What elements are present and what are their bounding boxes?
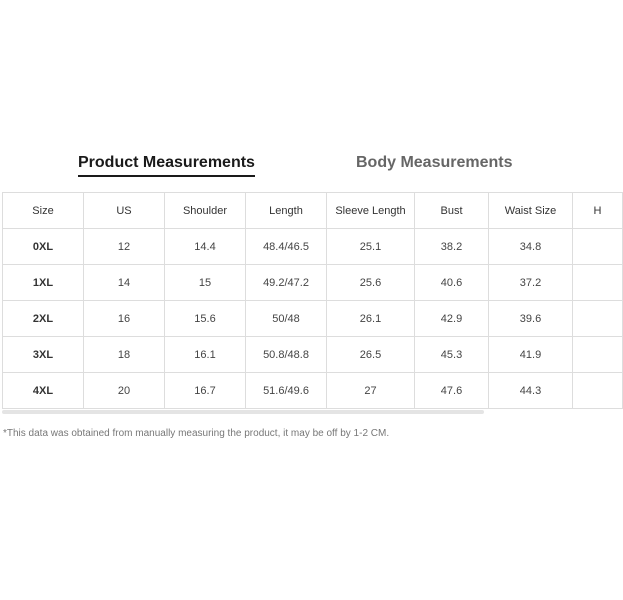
cell-shoulder: 16.1 xyxy=(165,337,246,373)
tab-body-measurements[interactable]: Body Measurements xyxy=(356,154,513,171)
cell-bust: 38.2 xyxy=(415,229,489,265)
cell-sleeve-length: 25.1 xyxy=(327,229,415,265)
cell-bust: 47.6 xyxy=(415,373,489,409)
tab-product-measurements[interactable]: Product Measurements xyxy=(78,154,255,177)
cell-sleeve-length: 26.1 xyxy=(327,301,415,337)
header-waist-size: Waist Size xyxy=(489,193,573,229)
cell-us: 18 xyxy=(84,337,165,373)
cell-us: 12 xyxy=(84,229,165,265)
table-row xyxy=(3,229,623,265)
cell-length: 48.4/46.5 xyxy=(246,229,327,265)
cell-length: 50.8/48.8 xyxy=(246,337,327,373)
cell-bust: 40.6 xyxy=(415,265,489,301)
cell-size: 4XL xyxy=(3,373,84,409)
cell-length: 51.6/49.6 xyxy=(246,373,327,409)
table-row xyxy=(3,301,623,337)
cell-shoulder: 15 xyxy=(165,265,246,301)
size-table-container[interactable] xyxy=(2,192,600,410)
header-length: Length xyxy=(246,193,327,229)
cell-waist-size: 37.2 xyxy=(489,265,573,301)
cell-hip xyxy=(573,337,623,373)
cell-length: 49.2/47.2 xyxy=(246,265,327,301)
size-table xyxy=(2,192,623,409)
cell-shoulder: 16.7 xyxy=(165,373,246,409)
cell-size: 0XL xyxy=(3,229,84,265)
table-row xyxy=(3,337,623,373)
cell-waist-size: 34.8 xyxy=(489,229,573,265)
cell-sleeve-length: 26.5 xyxy=(327,337,415,373)
cell-bust: 42.9 xyxy=(415,301,489,337)
cell-hip xyxy=(573,373,623,409)
cell-shoulder: 14.4 xyxy=(165,229,246,265)
header-hip: H xyxy=(573,193,623,229)
header-shoulder: Shoulder xyxy=(165,193,246,229)
cell-hip xyxy=(573,301,623,337)
cell-size: 3XL xyxy=(3,337,84,373)
header-us: US xyxy=(84,193,165,229)
cell-sleeve-length: 25.6 xyxy=(327,265,415,301)
header-sleeve-length: Sleeve Length xyxy=(327,193,415,229)
table-row xyxy=(3,265,623,301)
header-size: Size xyxy=(3,193,84,229)
cell-shoulder: 15.6 xyxy=(165,301,246,337)
cell-us: 14 xyxy=(84,265,165,301)
header-bust: Bust xyxy=(415,193,489,229)
measurement-tabs xyxy=(0,154,600,180)
table-header-row xyxy=(3,193,623,229)
cell-hip xyxy=(573,265,623,301)
cell-waist-size: 44.3 xyxy=(489,373,573,409)
cell-sleeve-length: 27 xyxy=(327,373,415,409)
cell-bust: 45.3 xyxy=(415,337,489,373)
cell-hip xyxy=(573,229,623,265)
cell-length: 50/48 xyxy=(246,301,327,337)
cell-size: 1XL xyxy=(3,265,84,301)
measurement-disclaimer: *This data was obtained from manually measuring the product, it may be off by 1-2 CM. xyxy=(3,428,390,439)
cell-us: 20 xyxy=(84,373,165,409)
cell-us: 16 xyxy=(84,301,165,337)
cell-waist-size: 41.9 xyxy=(489,337,573,373)
cell-waist-size: 39.6 xyxy=(489,301,573,337)
horizontal-scrollbar[interactable] xyxy=(2,410,484,414)
cell-size: 2XL xyxy=(3,301,84,337)
table-row xyxy=(3,373,623,409)
